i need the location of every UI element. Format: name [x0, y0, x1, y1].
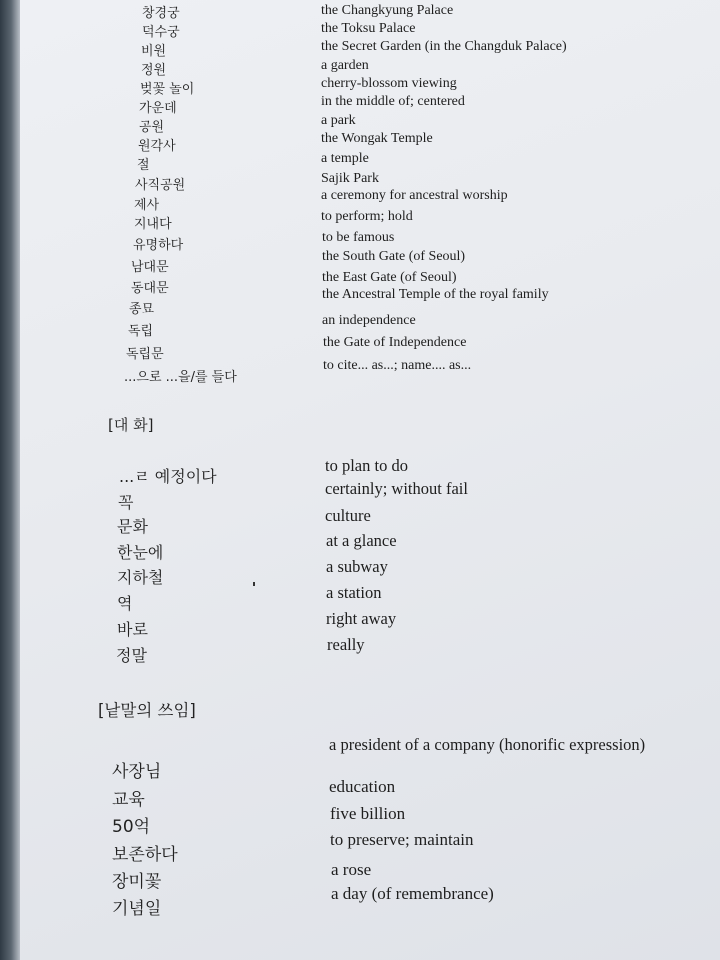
vocab-korean: 정원 — [141, 63, 167, 78]
vocab-korean: 기념일 — [112, 899, 162, 919]
vocab-english: right away — [326, 609, 397, 628]
vocab-korean: 가운데 — [139, 101, 177, 116]
vocab-korean: 동대문 — [131, 281, 169, 296]
vocab-english: a day (of remembrance) — [331, 884, 494, 903]
vocab-korean: 지하철 — [117, 568, 164, 587]
vocab-korean: 보존하다 — [112, 845, 178, 865]
vocab-english: the Ancestral Temple of the royal family — [322, 287, 549, 302]
vocab-english: a temple — [321, 151, 369, 166]
vocab-korean: ...ㄹ 예정이다 — [119, 467, 217, 486]
vocab-english: certainly; without fail — [325, 479, 468, 498]
vocab-english: the Changkyung Palace — [321, 3, 454, 18]
vocab-korean: 바로 — [117, 620, 148, 639]
ink-speck — [253, 582, 255, 586]
vocab-english: to perform; hold — [321, 209, 413, 224]
book-spine-shadow — [0, 0, 20, 960]
vocab-english: the Secret Garden (in the Changduk Palace) — [321, 39, 567, 54]
vocab-korean: 창경궁 — [142, 6, 180, 21]
vocab-korean: ...으로 ...을/를 들다 — [124, 370, 237, 385]
vocab-english: really — [327, 635, 365, 654]
vocab-english: a garden — [321, 58, 369, 73]
vocab-korean: 비원 — [141, 44, 167, 59]
vocab-korean: 독립 — [128, 324, 154, 339]
vocab-korean: 한눈에 — [117, 543, 164, 562]
section-heading-dialogue: [대 화] — [108, 416, 154, 434]
vocab-english: an independence — [322, 313, 416, 328]
vocab-english: education — [329, 777, 396, 796]
vocab-korean: 꼭 — [118, 493, 134, 512]
vocab-korean: 종묘 — [129, 302, 155, 317]
vocab-english: a park — [321, 113, 356, 128]
vocab-english: the Gate of Independence — [323, 335, 467, 350]
section-heading-word-usage: [낱말의 쓰임] — [98, 701, 196, 720]
vocab-korean: 덕수궁 — [142, 25, 180, 40]
vocab-english: a president of a company (honorific expression) — [329, 735, 646, 754]
vocab-english: to preserve; maintain — [330, 830, 474, 849]
vocab-korean: 유명하다 — [133, 238, 184, 253]
vocab-english: a rose — [331, 860, 372, 879]
vocab-english: Sajik Park — [321, 171, 379, 186]
vocab-english: a subway — [326, 557, 388, 576]
vocab-korean: 벚꽃 놀이 — [140, 82, 195, 97]
vocab-korean: 절 — [137, 158, 150, 173]
vocab-english: the East Gate (of Seoul) — [322, 270, 457, 285]
vocab-korean: 독립문 — [126, 347, 164, 362]
vocab-korean: 원각사 — [138, 139, 176, 154]
vocab-english: at a glance — [326, 531, 397, 550]
vocab-korean: 남대문 — [131, 260, 169, 275]
vocab-korean: 역 — [117, 594, 133, 613]
vocab-english: to plan to do — [325, 456, 408, 475]
vocab-korean: 제사 — [134, 198, 160, 213]
vocab-english: cherry-blossom viewing — [321, 76, 457, 91]
vocab-korean: 정말 — [116, 646, 147, 665]
vocab-korean: 지내다 — [134, 217, 172, 232]
vocab-korean: 50억 — [112, 817, 151, 837]
vocab-korean: 사장님 — [112, 762, 162, 782]
vocab-english: a station — [326, 583, 382, 602]
vocab-english: the Wongak Temple — [321, 131, 433, 146]
vocab-korean: 장미꽃 — [112, 872, 162, 892]
vocab-english: to cite... as...; name.... as... — [323, 358, 472, 373]
vocab-english: five billion — [330, 804, 406, 823]
vocab-korean: 문화 — [117, 517, 148, 536]
vocab-korean: 공원 — [139, 120, 165, 135]
vocab-english: culture — [325, 506, 371, 525]
vocab-english: the South Gate (of Seoul) — [322, 249, 466, 264]
vocab-english: a ceremony for ancestral worship — [321, 188, 508, 203]
vocab-korean: 교육 — [112, 790, 145, 810]
vocab-korean: 사직공원 — [135, 178, 186, 193]
vocab-english: the Toksu Palace — [321, 21, 416, 36]
vocab-english: to be famous — [322, 230, 395, 245]
vocab-english: in the middle of; centered — [321, 94, 465, 109]
